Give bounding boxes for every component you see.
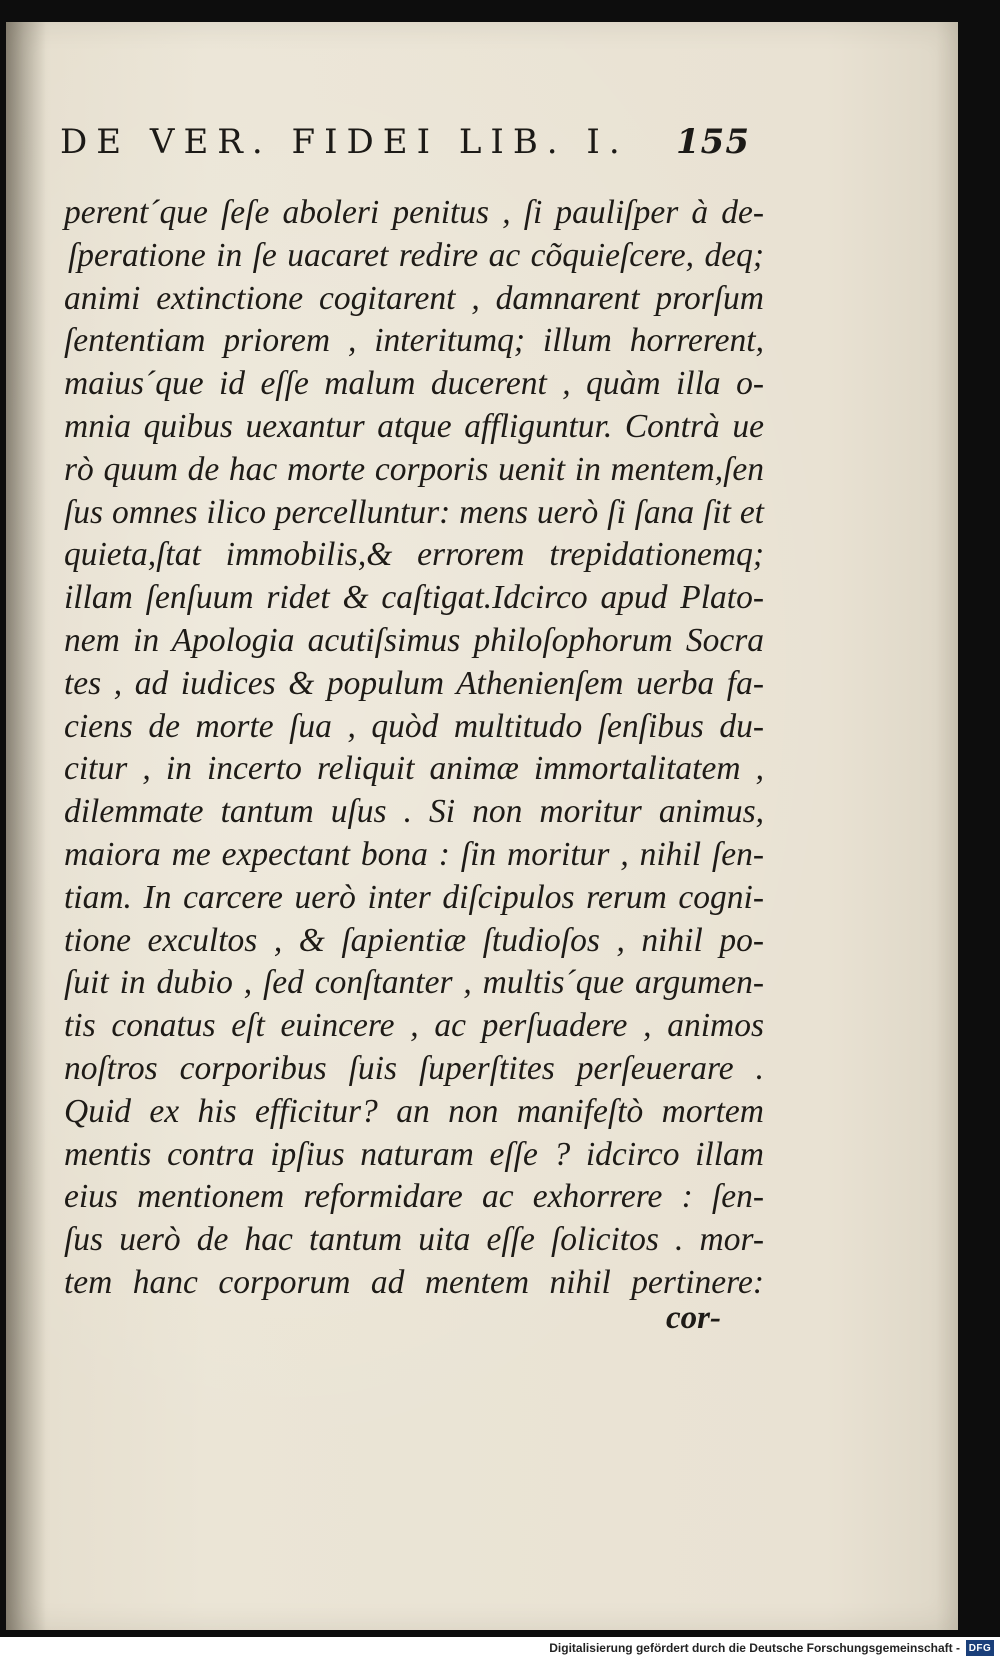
- text-line: ſus omnes ilico percelluntur: mens uerò ſi ſana ſit et: [64, 493, 764, 531]
- page-number: 155: [676, 122, 750, 162]
- text-line: citur , in incerto reliquit animæ immortalitatem ,: [64, 750, 764, 788]
- text-line: animi extinctione cogitarent , damnarent prorſum: [64, 279, 764, 317]
- text-line: nem in Apologia acutiſsimus philoſophorum Socra: [64, 621, 764, 659]
- text-line: eius mentionem reformidare ac exhorrere : ſen-: [64, 1178, 764, 1216]
- text-line: tem hanc corporum ad mentem nihil pertinere:: [64, 1263, 764, 1301]
- text-line: ſententiam priorem , interitumq; illum horrerent,: [64, 322, 764, 360]
- text-line: ciens de morte ſua , quòd multitudo ſenſibus du-: [64, 707, 764, 745]
- text-line: Quid ex his efficitur? an non manifeſtò mortem: [64, 1092, 764, 1130]
- text-line: dilemmate tantum uſus . Si non moritur animus,: [64, 793, 764, 831]
- text-line: ſus uerò de hac tantum uita eſſe ſolicitos . mor-: [64, 1221, 764, 1259]
- text-line: tes , ad iudices & populum Athenienſem uerba fa-: [64, 664, 764, 702]
- footer-bar: [0, 1637, 1000, 1661]
- text-line: perent´que ſeſe aboleri penitus , ſi pauliſper à de-: [64, 194, 764, 231]
- text-line: rò quum de hac morte corporis uenit in mentem,ſen: [64, 450, 764, 488]
- text-line: ſuit in dubio , ſed conſtanter , multis´que argumen-: [64, 964, 764, 1002]
- funding-note: Digitalisierung gefördert durch die Deutsche Forschungsgemeinschaft -: [549, 1641, 960, 1655]
- text-line: mnia quibus uexantur atque affliguntur. Contrà ue: [64, 407, 764, 445]
- catchword: cor-: [666, 1300, 721, 1336]
- body-text: [64, 192, 764, 1305]
- dfg-logo: DFG: [966, 1640, 994, 1656]
- book-page: [6, 22, 958, 1630]
- text-line: quieta,ſtat immobilis,& errorem trepidationemq;: [64, 536, 764, 574]
- text-line: tione excultos , & ſapientiæ ſtudioſos , nihil po-: [64, 921, 764, 959]
- text-line: ſperatione in ſe uacaret redire ac cõquieſcere, deq;: [68, 236, 764, 274]
- gutter-shadow: [6, 22, 46, 1630]
- text-line: tis conatus eſt euincere , ac perſuadere , animos: [64, 1007, 764, 1045]
- text-line: tiam. In carcere uerò inter diſcipulos rerum cogni-: [64, 878, 764, 916]
- running-head-title: DE VER. FIDEI LIB. I.: [60, 122, 629, 162]
- text-line: illam ſenſuum ridet & caſtigat.Idcirco apud Plato-: [64, 579, 764, 617]
- text-line: noſtros corporibus ſuis ſuperſtites perſeuerare .: [64, 1049, 764, 1087]
- text-line: maiora me expectant bona : ſin moritur , nihil ſen-: [64, 835, 764, 873]
- text-line: mentis contra ipſius naturam eſſe ? idcirco illam: [64, 1135, 764, 1173]
- text-line: maius´que id eſſe malum ducerent , quàm illa o-: [64, 365, 764, 403]
- running-head: [60, 122, 750, 162]
